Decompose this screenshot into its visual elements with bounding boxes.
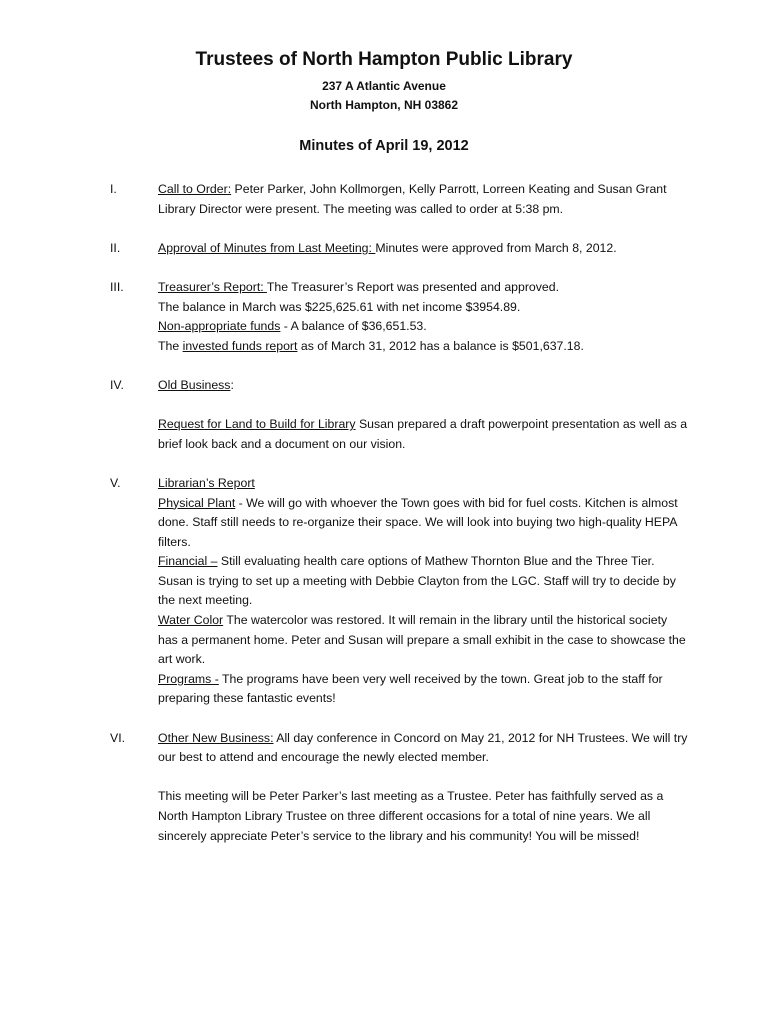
programs-text: The programs have been very well received by the town. Great job to the staff for preparing these fantastic events!	[158, 671, 663, 706]
section-numeral: III.	[110, 279, 124, 294]
section-heading: Other New Business:	[158, 730, 274, 745]
land-request-paragraph	[158, 415, 690, 454]
section-text: The Treasurer’s Report was presented and approved.	[266, 279, 560, 294]
non-appropriate-funds-heading: Non-appropriate funds	[158, 319, 281, 334]
section-text: All day conference in Concord on May 21, 2012 for NH Trustees. We will try our best to attend and encourage the newly elected member.	[158, 730, 688, 765]
section-numeral: VI.	[110, 730, 126, 745]
address-line-2: North Hampton, NH 03862	[309, 98, 459, 112]
section-paragraph	[158, 239, 690, 259]
section-heading: Treasurer’s Report:	[158, 279, 267, 294]
programs-heading: Programs -	[158, 671, 219, 686]
document-title: Trustees of North Hampton Public Library	[195, 49, 573, 70]
non-appropriate-funds-text: - A balance of $36,651.53.	[280, 319, 427, 334]
section-heading: Call to Order:	[158, 182, 232, 196]
financial-heading: Financial –	[158, 554, 218, 569]
section-paragraph	[158, 180, 690, 219]
invested-funds-suffix: as of March 31, 2012 has a balance is $501,637.18.	[297, 338, 584, 353]
physical-plant-paragraph	[158, 494, 690, 553]
physical-plant-text: - We will go with whoever the Town goes with bid for fuel costs. Kitchen is almost done. Staff still needs to re-organize their space. We will look into buying two high-quality HEPA filters.	[158, 495, 678, 549]
programs-paragraph	[158, 670, 690, 709]
section-content	[158, 239, 690, 259]
minutes-title: Minutes of April 19, 2012	[299, 138, 469, 154]
section-heading: Old Business	[158, 377, 231, 392]
invested-funds-prefix: The	[158, 338, 183, 353]
section-paragraph	[158, 376, 690, 396]
section-paragraph	[158, 278, 690, 298]
section-old-business	[110, 376, 690, 454]
address-line-1: 237 A Atlantic Avenue	[322, 79, 446, 93]
section-numeral: I.	[110, 182, 117, 196]
non-appropriate-funds-line	[158, 317, 690, 337]
section-call-to-order	[110, 180, 690, 219]
closing-paragraph: This meeting will be Peter Parker’s last meeting as a Trustee. Peter has faithfully served as a North Hampton Library Trustee on three different occasions for a total of nine years. We all sincerely appreciate Peter’s service to the library and his community! You will be missed!	[158, 789, 664, 843]
document-header	[0, 0, 768, 155]
water-color-text: The watercolor was restored. It will remain in the library until the historical society has a permanent home. Peter and Susan will prepare a small exhibit in the case to showcase the art work.	[158, 613, 686, 667]
section-content	[158, 376, 690, 454]
section-heading: Librarian’s Report	[158, 475, 255, 490]
section-text: Peter Parker, John Kollmorgen, Kelly Parrott, Lorreen Keating and Susan Grant Library Director were present. The meeting was called to order at 5:38 pm.	[158, 182, 667, 216]
invested-funds-report-link: invested funds report	[182, 338, 298, 353]
financial-text: Still evaluating health care options of Mathew Thornton Blue and the Three Tier. Susan is trying to set up a meeting with Debbie Clayton from the LGC. Staff will try to decide by the next meeting.	[158, 554, 676, 608]
section-numeral: IV.	[110, 377, 124, 392]
financial-paragraph	[158, 552, 690, 611]
land-request-text: Susan prepared a draft powerpoint presentation as well as a brief look back and a document on our vision.	[158, 417, 688, 451]
invested-funds-line	[158, 337, 690, 357]
section-numeral: II.	[110, 240, 121, 255]
section-content	[158, 278, 690, 356]
section-content	[158, 180, 690, 219]
section-content	[158, 729, 690, 847]
section-numeral: V.	[110, 475, 121, 490]
physical-plant-heading: Physical Plant	[158, 495, 236, 510]
section-librarians-report	[110, 474, 690, 709]
section-text: Minutes were approved from March 8, 2012.	[375, 240, 617, 255]
section-treasurers-report	[110, 278, 690, 356]
minutes-body	[110, 180, 690, 866]
water-color-heading: Water Color	[158, 613, 224, 628]
section-approval-of-minutes	[110, 239, 690, 259]
land-request-heading: Request for Land to Build for Library	[158, 417, 356, 432]
section-heading-colon: :	[230, 377, 234, 392]
section-content	[158, 474, 690, 709]
section-heading: Approval of Minutes from Last Meeting:	[158, 240, 376, 255]
section-paragraph	[158, 729, 690, 768]
section-other-new-business	[110, 729, 690, 847]
water-color-paragraph	[158, 611, 690, 670]
balance-line: The balance in March was $225,625.61 with net income $3954.89.	[158, 299, 521, 314]
